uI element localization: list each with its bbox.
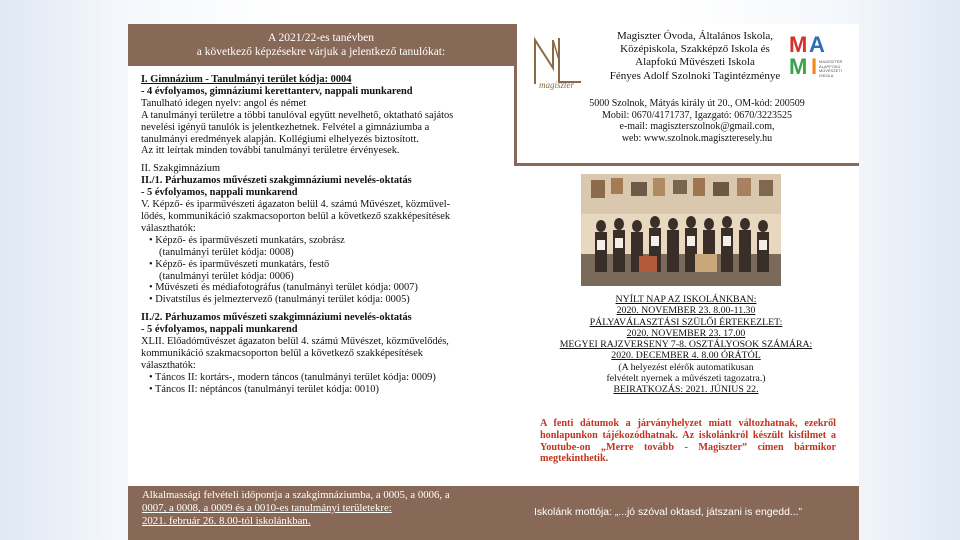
left-column xyxy=(128,24,514,540)
contact-email[interactable]: e-mail: magiszterszolnok@gmail.com, xyxy=(619,121,775,133)
contact-web[interactable]: web: www.szolnok.magiszteresely.hu xyxy=(621,132,773,144)
header-line-2: a következő képzésekre várjuk a jelentkező tanulókat: xyxy=(196,46,446,58)
gimnazium-p2: nevelési igényű tanulók is jelentkezhetnek. Felvétel a gimnáziumba a xyxy=(141,121,430,133)
right-column xyxy=(514,24,859,540)
flyer xyxy=(128,24,859,540)
parent-meeting-label: PÁLYAVÁLASZTÁSI SZÜLŐI ÉRTEKEZLET: xyxy=(589,316,783,328)
mami-letter-i: I xyxy=(811,54,818,79)
sub1-p1: V. Képző- és iparművészeti ágazaton belül 4. számú Művészet, közművel- xyxy=(141,199,451,211)
gimnazium-p3: tanulmányi eredmények alapján. Kollégiumi elhelyezés biztosított. xyxy=(141,133,419,145)
mami-logo-icon xyxy=(789,34,853,94)
contest-note-1: (A helyezést elérők automatikusan xyxy=(618,361,754,373)
contest-note-2: felvételt nyernek a művészeti tagozatra.) xyxy=(606,373,766,385)
sub1-title: II./1. Párhuzamos művészeti szakgimnáziumi nevelés-oktatás xyxy=(141,175,412,187)
school-name-line-1: Magiszter Óvoda, Általános Iskola, xyxy=(616,30,774,42)
group-photo xyxy=(581,174,781,286)
header-banner xyxy=(128,24,514,66)
contact-phone: Mobil: 0670/4171737, Igazgató: 0670/3223525 xyxy=(602,109,792,121)
gimnazium-subtitle: - 4 évfolyamos, gimnáziumi kerettanterv, nappali munkarend xyxy=(141,85,413,97)
parent-meeting-date: 2020. NOVEMBER 23. 17.00 xyxy=(626,327,746,339)
sub2-item: • Táncos II: néptáncos (tanulmányi terület kódja: 0010) xyxy=(149,383,379,395)
open-day-label: NYÍLT NAP AZ ISKOLÁNKBAN: xyxy=(615,294,757,305)
sub1-item: • Divatstílus és jelmeztervező (tanulmányi terület kódja: 0005) xyxy=(149,294,410,306)
sub2-title: II./2. Párhuzamos művészeti szakgimnáziumi nevelés-oktatás xyxy=(141,312,412,324)
school-info-box xyxy=(514,24,859,166)
contest-label: MEGYEI RAJZVERSENY 7-8. OSZTÁLYOSOK SZÁMÁRA: xyxy=(559,339,813,351)
sub1-years: - 5 évfolyamos, nappali munkarend xyxy=(141,187,298,199)
sub2-p2: kommunikáció szakmacsoporton belül a következő szakképesítések xyxy=(141,347,423,359)
admission-footer xyxy=(128,486,514,540)
gimnazium-p4: Az itt leírtak minden további tanulmányi területre érvényesek. xyxy=(141,145,400,157)
school-name xyxy=(595,30,795,83)
school-name-line-3: Alapfokú Művészeti Iskola xyxy=(635,56,755,69)
sub2-p1: XLII. Előadóművészet ágazaton belül 4. számú Művészet, közművelődés, xyxy=(141,336,449,348)
gimnazium-p1: A tanulmányi területre a többi tanulóval együtt nevelhető, oktatható sajátos xyxy=(141,109,454,121)
mami-letter-a: A xyxy=(809,32,825,57)
sub1-item: • Képző- és iparművészeti munkatárs, festő xyxy=(149,258,330,270)
programs-text xyxy=(141,74,513,396)
sub1-item: (tanulmányi terület kódja: 0006) xyxy=(159,270,294,282)
sub1-p3: választhatók: xyxy=(141,222,196,234)
header-line-1: A 2021/22-es tanévben xyxy=(267,32,375,44)
logo-wordmark: magiszter xyxy=(539,80,575,90)
mami-letter-m2: M xyxy=(789,54,808,79)
sub1-item: (tanulmányi terület kódja: 0008) xyxy=(159,246,294,258)
notice-text: A fenti dátumok a járványhelyzet miatt változhatnak, ezekről honlapunkon tájékozódhatnak. Az iskolánkról készült kisfilmet a Youtube-on „Merre tovább - Magiszter” címen bármikor megtekinthetik. xyxy=(540,418,836,465)
motto-footer xyxy=(514,486,859,540)
admission-line-2: 0007, a 0008, a 0009 és a 0010-es tanulmányi területekre: xyxy=(142,502,392,515)
sub2-p3: választhatók: xyxy=(141,359,196,371)
school-name-line-4: Fényes Adolf Szolnoki Tagintézménye xyxy=(609,69,781,82)
szakgimnazium-title: II. Szakgimnázium xyxy=(141,163,221,175)
gimnazium-title: I. Gimnázium - Tanulmányi terület kódja: 0004 xyxy=(141,74,352,85)
sub2-years: - 5 évfolyamos, nappali munkarend xyxy=(141,324,298,336)
mami-letter-m1: M xyxy=(789,32,808,57)
school-name-line-2: Középiskola, Szakképző Iskola és xyxy=(620,43,770,56)
admission-line-3: 2021. február 26. 8.00-tól iskolánkban. xyxy=(142,515,311,528)
admission-line-1: Alkalmassági felvételi időpontja a szakgimnáziumba, a 0005, a 0006, a xyxy=(142,489,450,501)
contest-date: 2020. DECEMBER 4. 8.00 ÓRÁTÓL xyxy=(611,350,761,362)
motto-text: Iskolánk mottója: „...jó szóval oktasd, játszani is engedd...” xyxy=(534,507,802,518)
sub1-p2: lődés, kommunikáció szakmacsoporton belül a következő szakképesítések xyxy=(141,210,451,222)
contact-info xyxy=(547,98,847,144)
gimnazium-languages: Tanulható idegen nyelv: angol és német xyxy=(141,97,307,109)
mami-small-text: MAGISZTER ALAPFOKÚ MŰVÉSZETI ISKOLA xyxy=(819,59,843,78)
enrollment-date: BEIRATKOZÁS: 2021. JÚNIUS 22. xyxy=(613,384,759,396)
sub1-item: • Képző- és iparművészeti munkatárs, szobrász xyxy=(149,234,345,246)
open-day-date: 2020. NOVEMBER 23. 8.00-11.30 xyxy=(616,305,756,317)
sub2-item: • Táncos II: kortárs-, modern táncos (tanulmányi terület kódja: 0009) xyxy=(149,371,436,383)
contact-address: 5000 Szolnok, Mátyás király út 20., OM-kód: 200509 xyxy=(589,98,805,109)
events-list xyxy=(526,294,846,396)
sub1-item: • Művészeti és médiafotográfus (tanulmányi terület kódja: 0007) xyxy=(149,282,418,294)
